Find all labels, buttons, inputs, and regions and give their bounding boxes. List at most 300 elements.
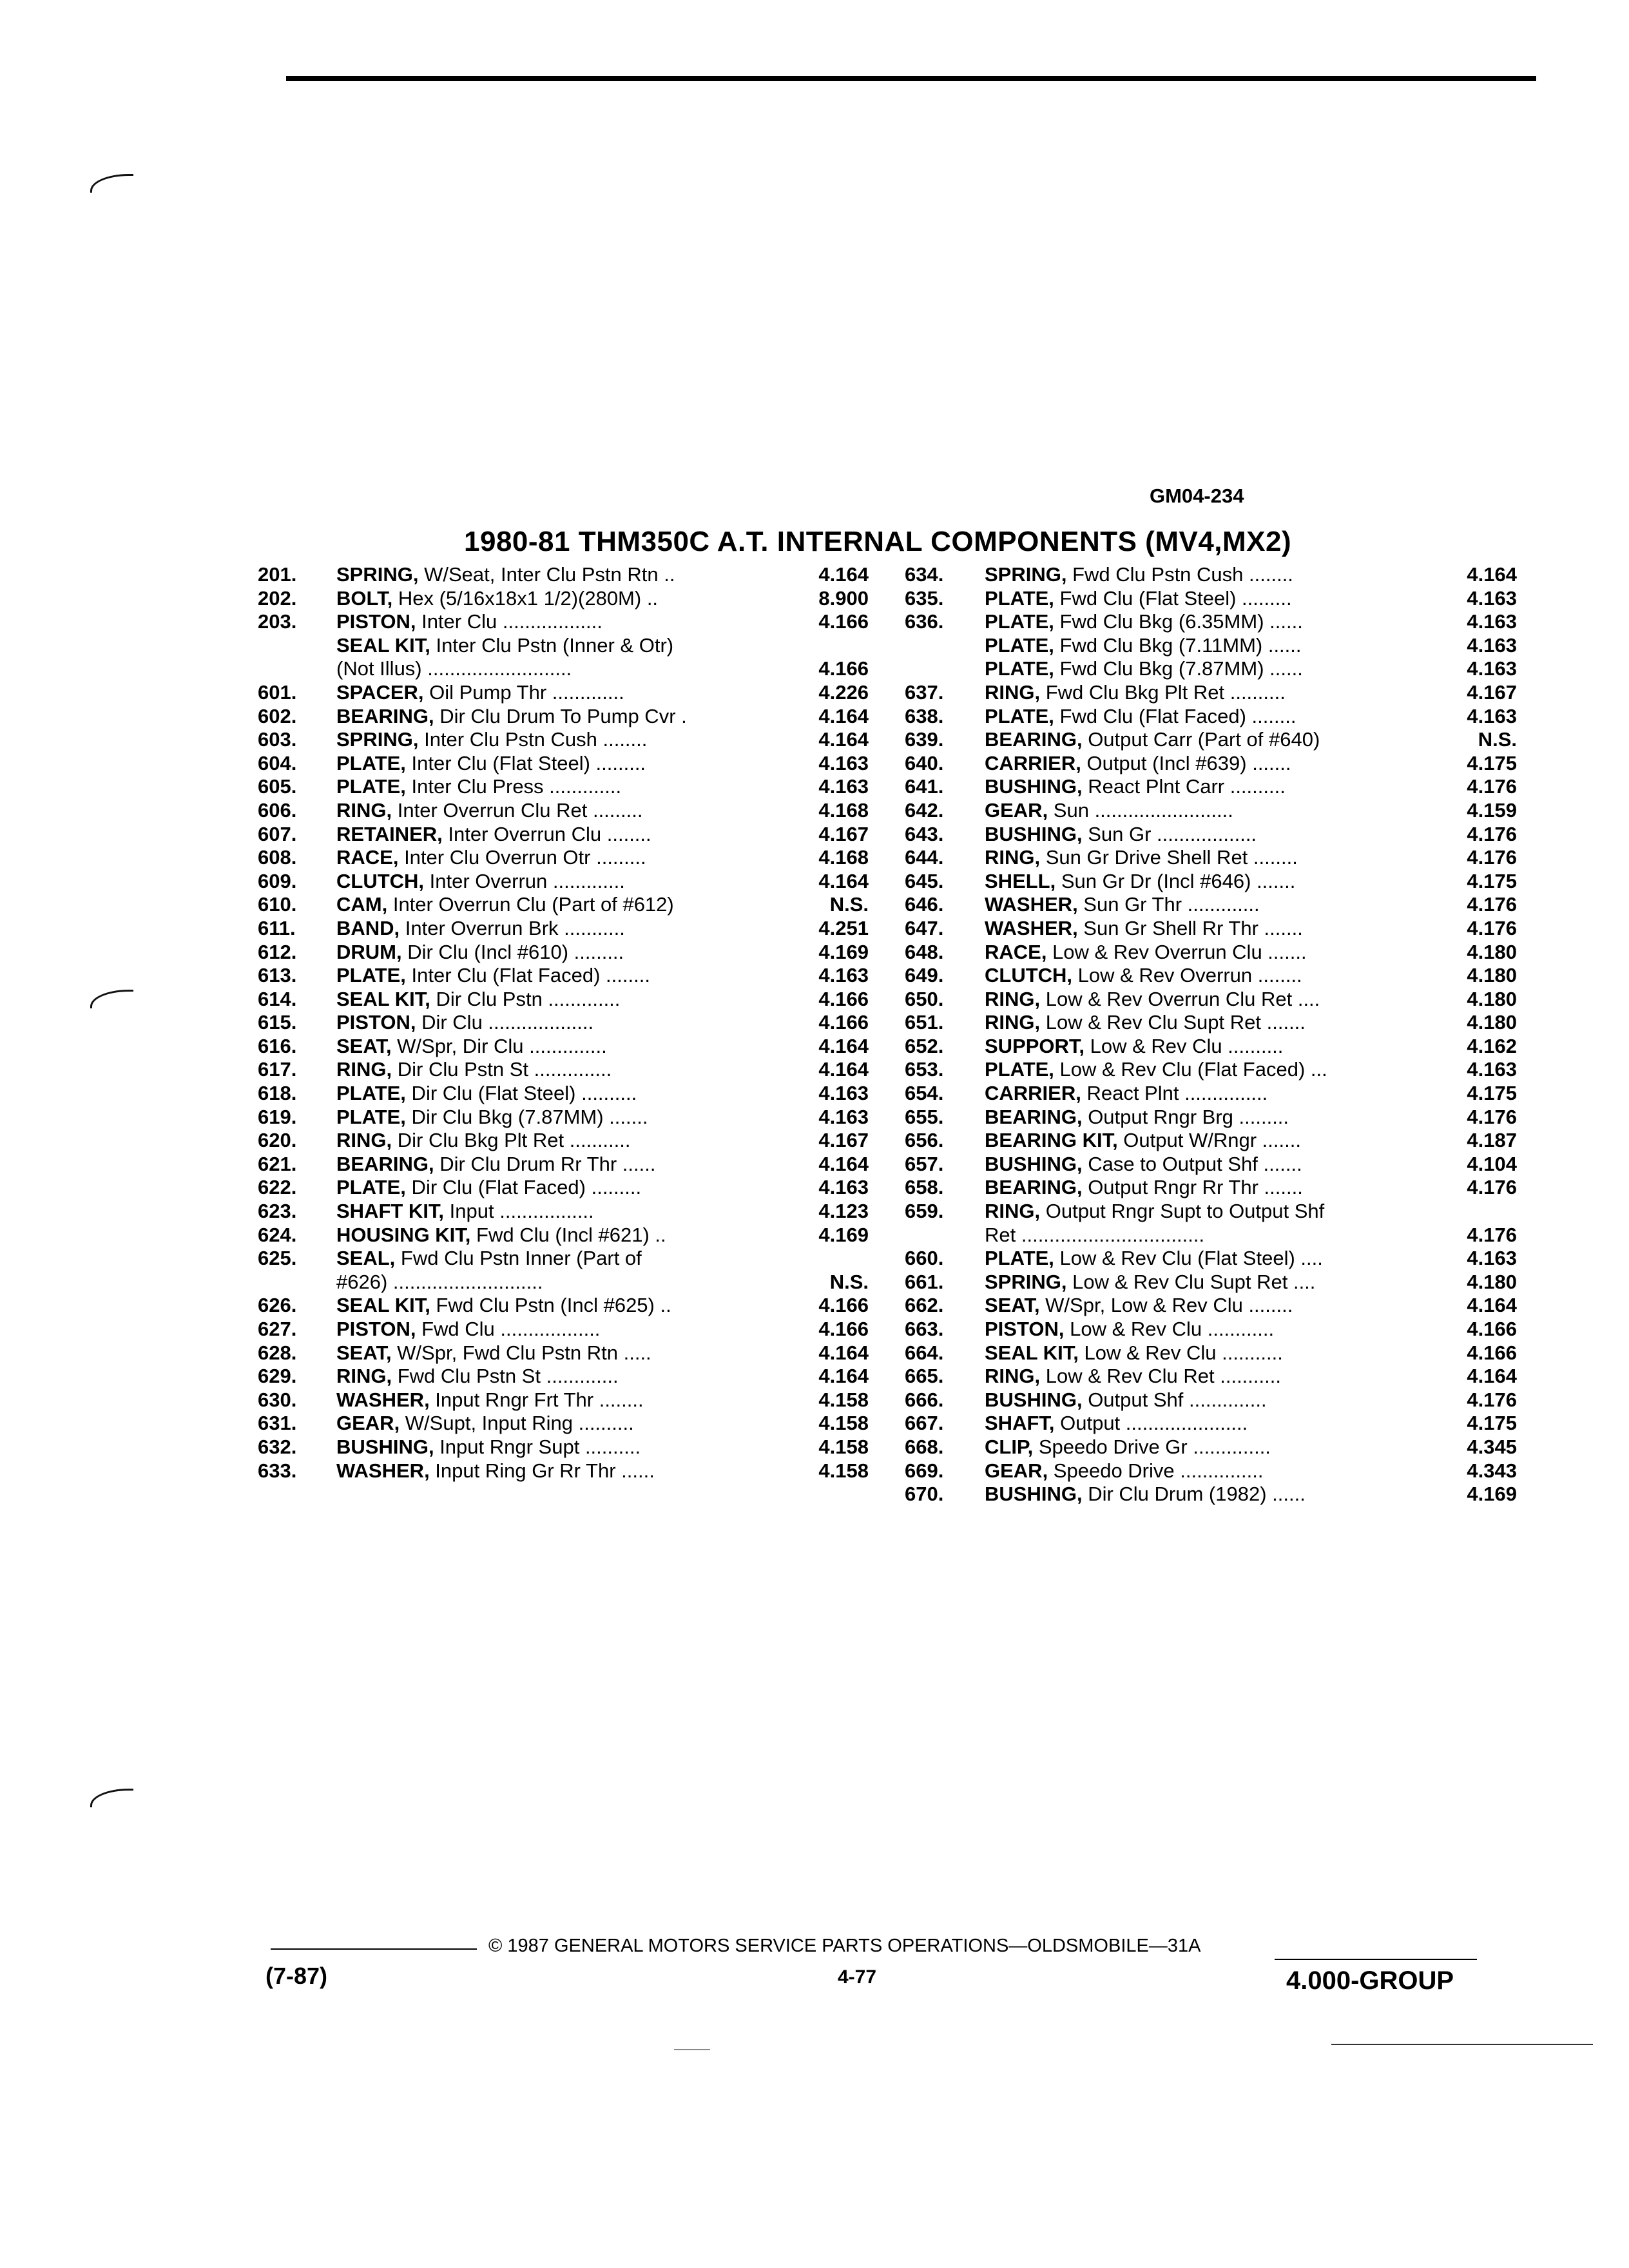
part-name: SEAL, xyxy=(336,1247,396,1270)
part-name: RING, xyxy=(336,1058,392,1081)
part-row xyxy=(905,1365,1517,1389)
part-detail: Output ...................... xyxy=(1054,1412,1248,1435)
part-name: SEAT, xyxy=(985,1294,1040,1317)
part-description xyxy=(985,1318,1449,1341)
illustration-reference: 4.167 xyxy=(818,1129,869,1152)
part-description xyxy=(985,1153,1449,1176)
part-detail: Output Shf .............. xyxy=(1082,1388,1267,1411)
part-detail: (Not Illus) .......................... xyxy=(336,657,572,680)
top-rule xyxy=(286,76,1536,81)
part-name: SPRING, xyxy=(336,728,419,751)
part-description xyxy=(985,1365,1449,1388)
part-name: PLATE, xyxy=(985,586,1054,610)
part-name: SPRING, xyxy=(985,563,1067,586)
part-detail: Input Rngr Supt .......... xyxy=(434,1435,641,1458)
part-row xyxy=(905,587,1517,611)
part-detail: Low & Rev Overrun Clu Ret .... xyxy=(1040,987,1320,1010)
part-row xyxy=(258,634,870,658)
part-number: 620. xyxy=(258,1129,297,1152)
part-number: 610. xyxy=(258,893,297,916)
illustration-reference: 4.163 xyxy=(818,1105,869,1128)
part-detail: Input Ring Gr Rr Thr ...... xyxy=(429,1459,655,1482)
part-name: BEARING, xyxy=(336,1152,434,1175)
part-detail: Low & Rev Clu ........... xyxy=(1078,1341,1283,1364)
part-row xyxy=(905,1011,1517,1035)
footer-date-code: (7-87) xyxy=(265,1963,328,1989)
part-name: BUSHING, xyxy=(985,1388,1083,1411)
part-name: RING, xyxy=(336,1129,392,1152)
illustration-reference: 4.166 xyxy=(818,610,869,633)
part-row xyxy=(905,681,1517,705)
part-detail: Input ................. xyxy=(444,1200,594,1223)
part-number: 614. xyxy=(258,987,297,1010)
part-number: 618. xyxy=(258,1082,297,1105)
part-detail: React Plnt Carr .......... xyxy=(1082,775,1286,798)
part-description xyxy=(336,823,787,846)
part-number: 667. xyxy=(905,1412,944,1435)
part-name: GEAR, xyxy=(336,1412,400,1435)
part-description xyxy=(985,705,1449,728)
illustration-reference: 4.175 xyxy=(1467,1082,1517,1105)
part-description xyxy=(336,1106,787,1129)
part-row xyxy=(258,1129,870,1153)
part-detail: W/Spr, Fwd Clu Pstn Rtn ..... xyxy=(391,1341,651,1364)
illustration-reference: 4.123 xyxy=(818,1200,869,1223)
part-name: PLATE, xyxy=(985,704,1054,727)
part-name: WASHER, xyxy=(985,893,1078,916)
part-number: 631. xyxy=(258,1412,297,1435)
part-detail: Inter Clu (Flat Steel) ......... xyxy=(405,751,646,774)
part-name: PLATE, xyxy=(336,1082,406,1105)
part-number: 636. xyxy=(905,610,944,633)
illustration-reference: 4.343 xyxy=(1467,1459,1517,1482)
part-row xyxy=(258,1200,870,1224)
part-detail: Speedo Drive ............... xyxy=(1048,1459,1264,1482)
part-name: PLATE, xyxy=(336,964,406,987)
part-number: 642. xyxy=(905,798,944,822)
part-number: 659. xyxy=(905,1200,944,1223)
illustration-reference: 4.166 xyxy=(1467,1318,1517,1340)
part-number: 661. xyxy=(905,1270,944,1293)
part-row xyxy=(258,917,870,941)
part-description xyxy=(336,1011,787,1034)
illustration-reference: 4.345 xyxy=(1467,1435,1517,1458)
parts-list-left xyxy=(258,563,870,1483)
part-row xyxy=(258,1412,870,1436)
part-description xyxy=(336,1058,787,1081)
part-number: 645. xyxy=(905,869,944,892)
part-number: 665. xyxy=(905,1365,944,1388)
illustration-reference: 4.169 xyxy=(818,940,869,963)
part-row xyxy=(905,1058,1517,1082)
part-detail: Output Carr (Part of #640) xyxy=(1082,728,1320,751)
part-row xyxy=(905,634,1517,658)
part-description xyxy=(336,775,787,798)
illustration-reference: 4.176 xyxy=(1467,1223,1517,1246)
part-detail: Low & Rev Clu (Flat Steel) .... xyxy=(1054,1247,1323,1270)
part-detail: Sun Gr Drive Shell Ret ........ xyxy=(1040,846,1298,869)
part-detail: W/Spr, Dir Clu .............. xyxy=(391,1034,607,1057)
part-name: HOUSING KIT, xyxy=(336,1223,471,1246)
part-name: WASHER, xyxy=(336,1459,430,1482)
part-description xyxy=(985,1035,1449,1058)
part-row xyxy=(258,1341,870,1365)
part-row xyxy=(258,657,870,681)
part-name: RING, xyxy=(336,1365,392,1388)
part-row xyxy=(905,1035,1517,1059)
part-name: WASHER, xyxy=(985,916,1078,939)
part-number: 619. xyxy=(258,1105,297,1128)
part-name: BUSHING, xyxy=(985,822,1083,845)
part-number: 622. xyxy=(258,1176,297,1199)
part-row xyxy=(905,1389,1517,1412)
part-number: 624. xyxy=(258,1223,297,1246)
part-description xyxy=(336,1271,787,1294)
part-detail: Sun ......................... xyxy=(1048,798,1233,822)
part-number: 643. xyxy=(905,822,944,845)
part-row xyxy=(905,705,1517,729)
part-name: RETAINER, xyxy=(336,822,443,845)
part-detail: Dir Clu Drum To Pump Cvr . xyxy=(434,704,687,727)
part-description xyxy=(336,1459,787,1483)
part-number: 649. xyxy=(905,964,944,987)
illustration-reference: 4.164 xyxy=(818,1365,869,1388)
part-name: DRUM, xyxy=(336,940,402,963)
part-detail: Fwd Clu Bkg (6.35MM) ...... xyxy=(1054,610,1303,633)
part-number: 640. xyxy=(905,751,944,774)
part-row xyxy=(905,988,1517,1012)
illustration-reference: 4.164 xyxy=(818,1058,869,1081)
part-number: 648. xyxy=(905,940,944,963)
part-detail: Dir Clu Bkg Plt Ret ........... xyxy=(392,1129,631,1152)
part-description xyxy=(336,799,787,822)
part-detail: Inter Overrun Clu ........ xyxy=(442,822,651,845)
part-name: CLUTCH, xyxy=(985,964,1073,987)
illustration-reference: 4.163 xyxy=(1467,610,1517,633)
part-detail: Inter Clu (Flat Faced) ........ xyxy=(405,964,650,987)
part-description xyxy=(985,1389,1449,1412)
part-description xyxy=(985,1011,1449,1034)
illustration-reference: 4.163 xyxy=(1467,586,1517,610)
part-detail: Fwd Clu Bkg (7.11MM) ...... xyxy=(1054,633,1302,657)
part-name: PISTON, xyxy=(336,1318,416,1340)
part-detail: Sun Gr Shell Rr Thr ....... xyxy=(1077,916,1303,939)
illustration-reference: 4.104 xyxy=(1467,1152,1517,1175)
part-row xyxy=(258,1035,870,1059)
part-description xyxy=(985,1483,1449,1506)
part-row xyxy=(905,1106,1517,1129)
part-number: 638. xyxy=(905,704,944,727)
part-row xyxy=(905,846,1517,870)
part-description xyxy=(985,1412,1449,1435)
illustration-reference: 8.900 xyxy=(818,586,869,610)
part-detail: Dir Clu Drum (1982) ...... xyxy=(1082,1483,1306,1506)
binder-hole-mark xyxy=(90,990,133,1008)
part-description xyxy=(336,1412,787,1435)
part-name: BOLT, xyxy=(336,586,393,610)
part-number: 603. xyxy=(258,728,297,751)
part-name: RING, xyxy=(985,987,1041,1010)
part-row xyxy=(258,752,870,776)
illustration-reference: 4.175 xyxy=(1467,751,1517,774)
part-description xyxy=(985,610,1449,633)
part-description xyxy=(985,1224,1449,1247)
part-name: PLATE, xyxy=(985,657,1054,680)
part-number: 604. xyxy=(258,751,297,774)
part-description xyxy=(336,1035,787,1058)
part-description xyxy=(985,1459,1449,1483)
part-description xyxy=(336,988,787,1011)
part-row xyxy=(905,610,1517,634)
part-description xyxy=(985,893,1449,916)
part-description xyxy=(985,657,1449,680)
part-number: 611. xyxy=(258,916,296,939)
part-row xyxy=(905,964,1517,988)
part-description xyxy=(336,657,787,680)
part-detail: Inter Clu .................. xyxy=(416,610,602,633)
part-description xyxy=(336,728,787,751)
part-row xyxy=(258,1389,870,1412)
part-number: 664. xyxy=(905,1341,944,1364)
illustration-reference: 4.187 xyxy=(1467,1129,1517,1152)
part-number: 660. xyxy=(905,1247,944,1270)
part-detail: Dir Clu Pstn ............. xyxy=(430,987,621,1010)
part-description xyxy=(336,1247,787,1270)
illustration-reference: 4.163 xyxy=(818,1082,869,1105)
part-detail: Fwd Clu Pstn (Incl #625) .. xyxy=(430,1294,671,1317)
part-number: 201. xyxy=(258,563,297,586)
illustration-reference: 4.167 xyxy=(1467,680,1517,704)
part-name: GEAR, xyxy=(985,798,1048,822)
part-name: PISTON, xyxy=(336,610,416,633)
part-detail: Output Rngr Rr Thr ....... xyxy=(1082,1176,1303,1199)
part-name: SHAFT KIT, xyxy=(336,1200,445,1223)
part-row xyxy=(258,964,870,988)
part-name: BEARING, xyxy=(336,704,434,727)
part-number: 612. xyxy=(258,940,297,963)
part-description xyxy=(985,1082,1449,1105)
part-description xyxy=(985,1129,1449,1152)
part-number: 625. xyxy=(258,1247,297,1270)
illustration-reference: 4.163 xyxy=(1467,657,1517,680)
part-name: SPACER, xyxy=(336,680,424,704)
footer-copyright: © 1987 GENERAL MOTORS SERVICE PARTS OPERATIONS—OLDSMOBILE—31A xyxy=(488,1936,1201,1956)
part-number: 616. xyxy=(258,1034,297,1057)
part-description xyxy=(985,634,1449,657)
part-detail: Output W/Rngr ....... xyxy=(1117,1129,1301,1152)
part-name: PLATE, xyxy=(985,1058,1054,1081)
part-name: PLATE, xyxy=(336,1176,406,1199)
part-name: BUSHING, xyxy=(336,1435,434,1458)
part-row xyxy=(258,823,870,847)
part-row xyxy=(905,1483,1517,1506)
part-detail: Low & Rev Clu .......... xyxy=(1084,1034,1284,1057)
part-name: RING, xyxy=(985,1011,1041,1034)
part-name: SEAL KIT, xyxy=(336,1294,430,1317)
part-name: SUPPORT, xyxy=(985,1034,1085,1057)
part-description xyxy=(336,634,787,657)
illustration-reference: 4.163 xyxy=(1467,704,1517,727)
part-detail: Sun Gr .................. xyxy=(1082,822,1257,845)
part-detail: Fwd Clu Pstn St ............. xyxy=(392,1365,619,1388)
part-description xyxy=(336,941,787,964)
illustration-reference: 4.176 xyxy=(1467,846,1517,869)
part-description xyxy=(336,1436,787,1459)
part-description xyxy=(336,681,787,704)
part-name: CARRIER, xyxy=(985,1082,1081,1105)
part-row xyxy=(905,1271,1517,1294)
part-description xyxy=(336,917,787,940)
part-detail: Dir Clu ................... xyxy=(416,1011,594,1034)
part-description xyxy=(985,1176,1449,1199)
part-row xyxy=(905,1129,1517,1153)
part-description xyxy=(985,941,1449,964)
part-number: 607. xyxy=(258,822,297,845)
part-name: GEAR, xyxy=(985,1459,1048,1482)
part-detail: Fwd Clu Bkg Plt Ret .......... xyxy=(1040,680,1286,704)
part-name: PLATE, xyxy=(336,775,406,798)
illustration-reference: 4.162 xyxy=(1467,1034,1517,1057)
part-name: PISTON, xyxy=(336,1011,416,1034)
part-number: 637. xyxy=(905,680,944,704)
part-detail: Output (Incl #639) ....... xyxy=(1081,751,1291,774)
illustration-reference: 4.180 xyxy=(1467,1011,1517,1034)
part-description xyxy=(336,1153,787,1176)
part-row xyxy=(258,1365,870,1389)
part-detail: Oil Pump Thr ............. xyxy=(423,680,624,704)
part-name: PLATE, xyxy=(985,633,1054,657)
part-detail: Fwd Clu (Flat Steel) ......... xyxy=(1054,586,1292,610)
illustration-reference: 4.163 xyxy=(1467,1247,1517,1270)
part-detail: Input Rngr Frt Thr ........ xyxy=(429,1388,644,1411)
illustration-reference: 4.175 xyxy=(1467,869,1517,892)
footer-rule-right xyxy=(1275,1959,1477,1960)
illustration-reference: 4.164 xyxy=(1467,563,1517,586)
part-description xyxy=(985,823,1449,846)
part-row xyxy=(258,893,870,917)
illustration-reference: 4.159 xyxy=(1467,798,1517,822)
part-description xyxy=(985,681,1449,704)
part-name: SEAT, xyxy=(336,1034,392,1057)
part-number: 605. xyxy=(258,775,297,798)
part-name: BEARING, xyxy=(985,1176,1083,1199)
part-number: 652. xyxy=(905,1034,944,1057)
footer-group: 4.000-GROUP xyxy=(1286,1966,1454,1995)
part-description xyxy=(985,1294,1449,1317)
part-row xyxy=(905,728,1517,752)
part-number: 203. xyxy=(258,610,297,633)
part-description xyxy=(985,587,1449,610)
part-detail: Dir Clu Bkg (7.87MM) ....... xyxy=(405,1105,648,1128)
part-number: 669. xyxy=(905,1459,944,1482)
part-number: 646. xyxy=(905,893,944,916)
illustration-reference: 4.166 xyxy=(818,1294,869,1317)
illustration-reference: N.S. xyxy=(829,893,869,916)
part-number: 627. xyxy=(258,1318,297,1340)
part-number: 655. xyxy=(905,1105,944,1128)
illustration-reference: 4.166 xyxy=(818,987,869,1010)
part-detail: Dir Clu (Flat Faced) ......... xyxy=(405,1176,642,1199)
part-detail: Fwd Clu (Incl #621) .. xyxy=(470,1223,666,1246)
part-detail: Hex (5/16x18x1 1/2)(280M) .. xyxy=(392,586,659,610)
part-name: RING, xyxy=(985,846,1041,869)
part-number: 639. xyxy=(905,728,944,751)
part-number: 656. xyxy=(905,1129,944,1152)
illustration-reference: 4.166 xyxy=(818,657,869,680)
part-number: 608. xyxy=(258,846,297,869)
part-row xyxy=(905,917,1517,941)
illustration-reference: 4.176 xyxy=(1467,916,1517,939)
part-row xyxy=(258,1459,870,1483)
part-name: BUSHING, xyxy=(985,775,1083,798)
part-number: 606. xyxy=(258,798,297,822)
part-detail: Inter Clu Pstn Cush ........ xyxy=(418,728,648,751)
part-description xyxy=(336,563,787,586)
part-name: SEAT, xyxy=(336,1341,392,1364)
part-description xyxy=(985,1058,1449,1081)
part-row xyxy=(258,728,870,752)
part-row xyxy=(258,1224,870,1247)
part-detail: Ret ................................. xyxy=(985,1223,1205,1246)
part-number: 621. xyxy=(258,1152,297,1175)
part-row xyxy=(258,988,870,1012)
part-detail: Low & Rev Overrun ........ xyxy=(1072,964,1302,987)
illustration-reference: 4.164 xyxy=(818,704,869,727)
part-description xyxy=(336,1176,787,1199)
part-name: CARRIER, xyxy=(985,751,1081,774)
part-name: BEARING, xyxy=(985,1105,1083,1128)
part-number: 613. xyxy=(258,964,297,987)
part-detail: Low & Rev Overrun Clu ....... xyxy=(1046,940,1307,963)
part-number: 662. xyxy=(905,1294,944,1317)
part-detail: Fwd Clu Pstn Cush ........ xyxy=(1066,563,1293,586)
illustration-reference: 4.164 xyxy=(1467,1294,1517,1317)
part-name: RACE, xyxy=(336,846,399,869)
part-description xyxy=(985,1271,1449,1294)
part-number: 657. xyxy=(905,1152,944,1175)
part-description xyxy=(336,610,787,633)
part-description xyxy=(336,1224,787,1247)
part-row xyxy=(905,1436,1517,1459)
part-row xyxy=(905,1176,1517,1200)
part-name: PLATE, xyxy=(985,1247,1054,1270)
part-row xyxy=(258,1294,870,1318)
part-detail: #626) ........................... xyxy=(336,1270,543,1293)
part-name: SEAL KIT, xyxy=(336,633,430,657)
part-detail: Output Rngr Supt to Output Shf xyxy=(1040,1200,1325,1223)
part-description xyxy=(336,1200,787,1223)
illustration-reference: 4.169 xyxy=(1467,1483,1517,1506)
footer-rule-left xyxy=(271,1948,477,1950)
part-description xyxy=(985,1247,1449,1270)
page-number: 4-77 xyxy=(838,1966,877,1988)
part-number: 617. xyxy=(258,1058,297,1081)
part-detail: Speedo Drive Gr .............. xyxy=(1033,1435,1271,1458)
part-description xyxy=(336,1341,787,1365)
part-row xyxy=(905,775,1517,799)
part-row xyxy=(905,1200,1517,1224)
part-description xyxy=(336,752,787,775)
illustration-reference: 4.180 xyxy=(1467,964,1517,987)
part-row xyxy=(905,1318,1517,1341)
part-row xyxy=(258,1058,870,1082)
bottom-rule xyxy=(1331,2044,1593,2045)
part-row xyxy=(258,1176,870,1200)
part-name: SPRING, xyxy=(336,563,419,586)
part-description xyxy=(336,870,787,893)
part-number: 668. xyxy=(905,1435,944,1458)
part-detail: Fwd Clu Bkg (7.87MM) ...... xyxy=(1054,657,1303,680)
